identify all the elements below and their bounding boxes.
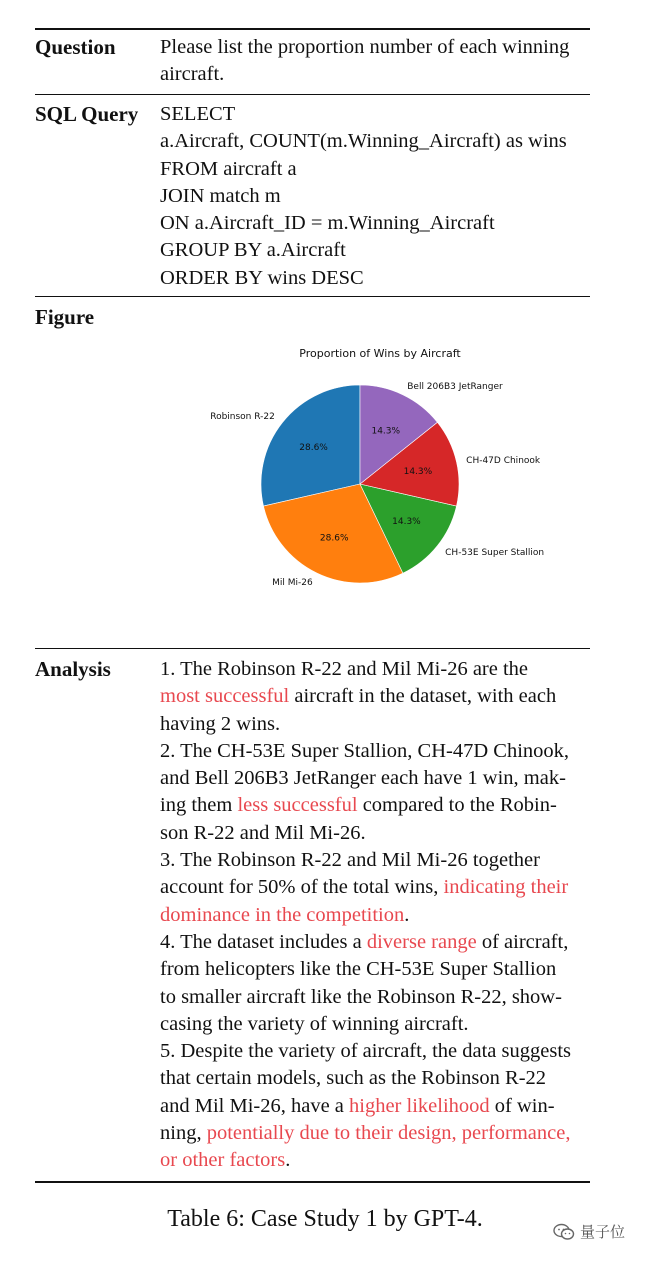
analysis-line: [160, 902, 592, 929]
highlighted-phrase: most successful: [160, 685, 290, 708]
text-segment: .: [404, 903, 410, 926]
slice-percent-label: 14.3%: [371, 426, 401, 437]
highlighted-phrase: less successful: [237, 794, 358, 817]
analysis-line: [160, 792, 592, 819]
text-segment: son R-22 and Mil Mi-26.: [160, 821, 366, 844]
text-segment: that certain models, such as the Robinson R-22: [160, 1067, 547, 1090]
analysis-line: [160, 820, 592, 847]
analysis-line: [160, 1093, 592, 1120]
text-segment: casing the variety of winning aircraft.: [160, 1012, 469, 1035]
table-caption: Table 6: Case Study 1 by GPT-4.: [167, 1206, 483, 1232]
sql-line: SELECT: [160, 103, 236, 125]
text-segment: and Mil Mi-26, have a: [160, 1094, 350, 1117]
analysis-line: [160, 1038, 592, 1065]
figure-label: Figure: [35, 305, 95, 329]
slice-category-label: Bell 206B3 JetRanger: [407, 381, 503, 392]
text-segment: 3. The Robinson R-22 and Mil Mi-26 together: [160, 849, 540, 872]
highlighted-phrase: higher likelihood: [349, 1094, 490, 1117]
top-rule: [35, 28, 590, 30]
analysis-line: [160, 1065, 592, 1092]
slice-percent-label: 28.6%: [299, 442, 328, 453]
text-segment: .: [285, 1149, 291, 1172]
highlighted-phrase: or other factors: [160, 1149, 286, 1172]
analysis-line: [160, 765, 592, 792]
text-segment: aircraft in the dataset, with each: [289, 685, 557, 708]
text-segment: account for 50% of the total wins,: [160, 876, 444, 899]
rule-after-question: [35, 94, 590, 95]
highlighted-phrase: diverse range: [366, 930, 477, 953]
analysis-line: [160, 847, 592, 874]
analysis-line: [160, 1147, 592, 1174]
sql-line: a.Aircraft, COUNT(m.Winning_Aircraft) as wins: [160, 130, 567, 153]
bottom-rule: [35, 1181, 590, 1183]
text-segment: from helicopters like the CH-53E Super Stallion: [160, 958, 557, 981]
question-line: Please list the proportion number of each winning: [160, 36, 570, 58]
slice-percent-label: 14.3%: [392, 517, 421, 528]
pie-chart: [180, 335, 600, 615]
text-segment: and Bell 206B3 JetRanger each have 1 win, mak-: [160, 767, 566, 790]
question-label: Question: [35, 35, 116, 59]
text-segment: 1. The Robinson R-22 and Mil Mi-26 are the: [160, 658, 529, 680]
chart-title: Proportion of Wins by Aircraft: [299, 347, 461, 360]
watermark: [553, 1221, 625, 1242]
highlighted-phrase: dominance in the competition: [160, 903, 405, 926]
text-segment: 5. Despite the variety of aircraft, the data suggests: [160, 1040, 571, 1063]
sql-line: ON a.Aircraft_ID = m.Winning_Aircraft: [160, 212, 495, 235]
highlighted-phrase: indicating their: [443, 876, 569, 899]
analysis-line: [160, 984, 592, 1011]
question-text: [160, 34, 592, 89]
sql-line: JOIN match m: [160, 184, 281, 207]
sql-line: GROUP BY a.Aircraft: [160, 239, 346, 262]
slice-percent-label: 14.3%: [403, 466, 433, 477]
analysis-line: [160, 656, 592, 683]
text-segment: to smaller aircraft like the Robinson R-22, show-: [160, 985, 562, 1008]
watermark-text: 量子位: [580, 1223, 626, 1241]
highlighted-phrase: potentially due to their design, performance,: [206, 1122, 571, 1145]
text-segment: compared to the Robin-: [357, 794, 557, 817]
text-segment: of aircraft,: [476, 930, 569, 953]
analysis-line: [160, 738, 592, 765]
analysis-line: [160, 956, 592, 983]
analysis-line: [160, 1120, 592, 1147]
analysis-line: [160, 683, 592, 710]
text-segment: having 2 wins.: [160, 712, 281, 735]
slice-category-label: CH-47D Chinook: [466, 455, 541, 466]
analysis-text: [160, 656, 592, 1175]
rule-after-sql: [35, 296, 590, 297]
slice-category-label: Mil Mi-26: [272, 578, 313, 589]
analysis-line: [160, 1011, 592, 1038]
slice-category-label: Robinson R-22: [210, 412, 275, 423]
text-segment: of win-: [489, 1094, 555, 1117]
analysis-label: Analysis: [35, 657, 111, 681]
rule-after-figure: [35, 648, 590, 649]
sql-label: SQL Query: [35, 102, 139, 126]
pie-chart-svg: [180, 335, 600, 615]
sql-line: FROM aircraft a: [160, 157, 297, 180]
text-segment: ning,: [160, 1122, 207, 1145]
slice-percent-label: 28.6%: [319, 533, 349, 544]
slice-category-label: CH-53E Super Stallion: [445, 547, 545, 558]
analysis-line: [160, 874, 592, 901]
sql-text: [160, 101, 592, 292]
text-segment: ing them: [160, 794, 238, 817]
text-segment: 2. The CH-53E Super Stallion, CH-47D Chinook,: [160, 739, 570, 762]
analysis-line: [160, 711, 592, 738]
text-segment: 4. The dataset includes a: [160, 930, 367, 953]
sql-line: ORDER BY wins DESC: [160, 266, 364, 289]
wechat-icon: [553, 1223, 575, 1241]
question-line: aircraft.: [160, 63, 225, 86]
analysis-line: [160, 929, 592, 956]
